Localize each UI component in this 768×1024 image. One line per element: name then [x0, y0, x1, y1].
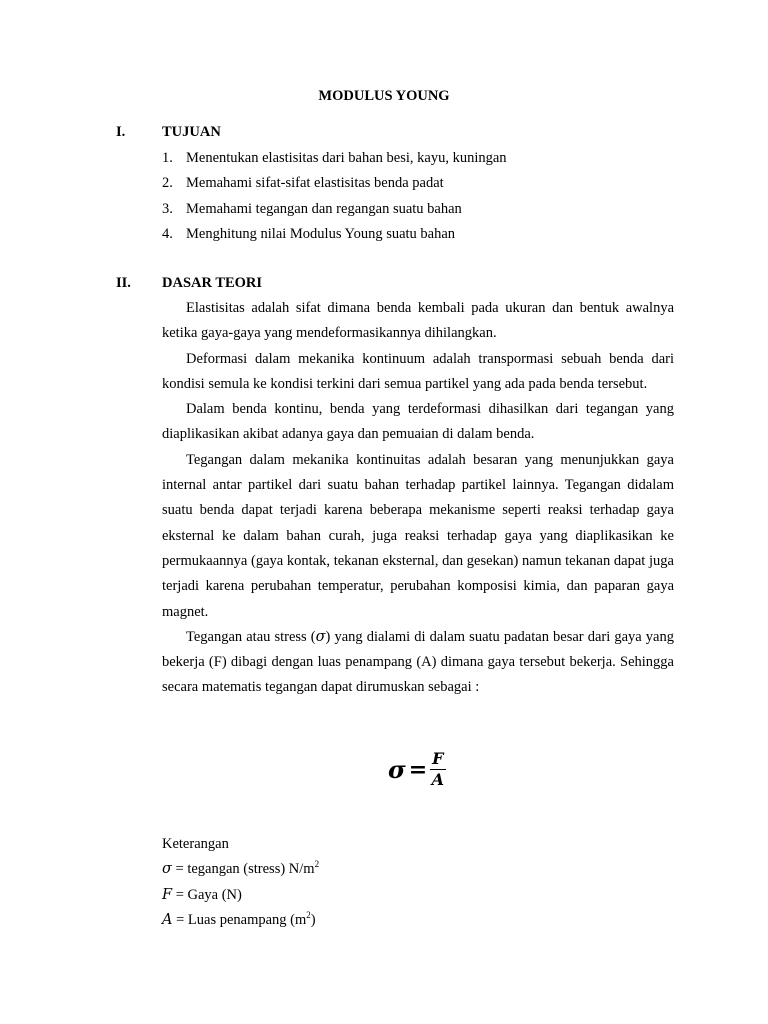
legend-block [162, 832, 319, 933]
legend-text: = Luas penampang (m [172, 911, 307, 928]
paragraph-text: Tegangan atau stress ( [186, 628, 316, 645]
legend-tail: ) [310, 911, 316, 928]
stress-formula [388, 750, 446, 789]
list-item-number: 4. [162, 225, 173, 242]
formula-equals: = [408, 756, 428, 783]
list-item-text: Memahami sifat-sifat elastisitas benda padat [186, 175, 444, 192]
formula-fraction [430, 750, 445, 789]
legend-row [162, 857, 319, 882]
paragraph: Tegangan dalam mekanika kontinuitas adalah besaran yang menunjukkan gaya internal antar partikel dari suatu bahan terhadap partikel lainnya. Tegangan didalam suatu benda dapat terjadi karena beberapa mekanisme seperti reaksi terhadap gaya eksternal ke dalam bahan curah, juga reaksi terhadap gaya yang diaplikasikan ke permukaannya (gaya kontak, tekanan eksternal, dan gesekan) namun tekanan dapat juga terjadi karena perubahan temperatur, perubahan komposisi kimia, dan paparan gaya magnet. [162, 451, 674, 620]
paragraph-text: ) yang dialami di dalam suatu padatan besar dari gaya yang bekerja (F) dibagi dengan luas penampang (A) dimana gaya tersebut bekerja. Sehingga secara matematis tegangan dapat dirumuskan sebagai : [162, 628, 674, 696]
list-item-number: 1. [162, 150, 173, 166]
legend-row [162, 883, 319, 908]
legend-row [162, 908, 319, 933]
sigma-symbol: σ [315, 628, 326, 645]
list-item-text: Menghitung nilai Modulus Young suatu bahan [186, 225, 456, 242]
section-2-number: II. [116, 275, 131, 291]
legend-text: = tegangan (stress) N/m [171, 861, 315, 878]
legend-symbol: A [162, 911, 173, 928]
list-item-text: Memahami tegangan dan regangan suatu bahan [186, 200, 462, 217]
legend-superscript: 2 [306, 910, 311, 921]
legend-heading: Keterangan [162, 836, 229, 852]
paragraph: Elastisitas adalah sifat dimana benda kembali pada ukuran dan bentuk awalnya ketika gaya-gaya yang mendeformasikannya dihilangkan. [162, 300, 674, 342]
paragraph: Dalam benda kontinu, benda yang terdeformasi dihasilkan dari tegangan yang diaplikasikan akibat adanya gaya dan pemuaian di dalam benda. [162, 401, 674, 443]
list-item-text: Menentukan elastisitas dari bahan besi, kayu, kuningan [186, 150, 507, 166]
legend-symbol: F [162, 886, 173, 903]
formula-numerator: F [432, 749, 444, 768]
formula-denominator: A [431, 770, 445, 789]
paragraph-stress [162, 625, 674, 701]
section-1-number: I. [116, 124, 126, 140]
theory-body [162, 296, 674, 701]
list-item [162, 146, 507, 171]
list-item-number: 3. [162, 200, 173, 217]
section-2-heading: DASAR TEORI [162, 275, 263, 291]
section-1-heading: TUJUAN [162, 124, 221, 140]
document-title: MODULUS YOUNG [318, 88, 450, 104]
legend-superscript: 2 [314, 859, 320, 870]
list-item-number: 2. [162, 175, 173, 192]
list-item [162, 197, 507, 222]
paragraph: Deformasi dalam mekanika kontinuum adalah transpormasi sebuah benda dari kondisi semula ke kondisi terkini dari semua partikel yang ada pada benda tersebut. [162, 350, 674, 392]
list-item [162, 171, 507, 196]
list-item [162, 222, 507, 247]
objectives-list [162, 146, 507, 247]
formula-lhs: σ [388, 755, 406, 784]
legend-symbol: σ [162, 861, 172, 878]
legend-text: = Gaya (N) [172, 886, 242, 903]
